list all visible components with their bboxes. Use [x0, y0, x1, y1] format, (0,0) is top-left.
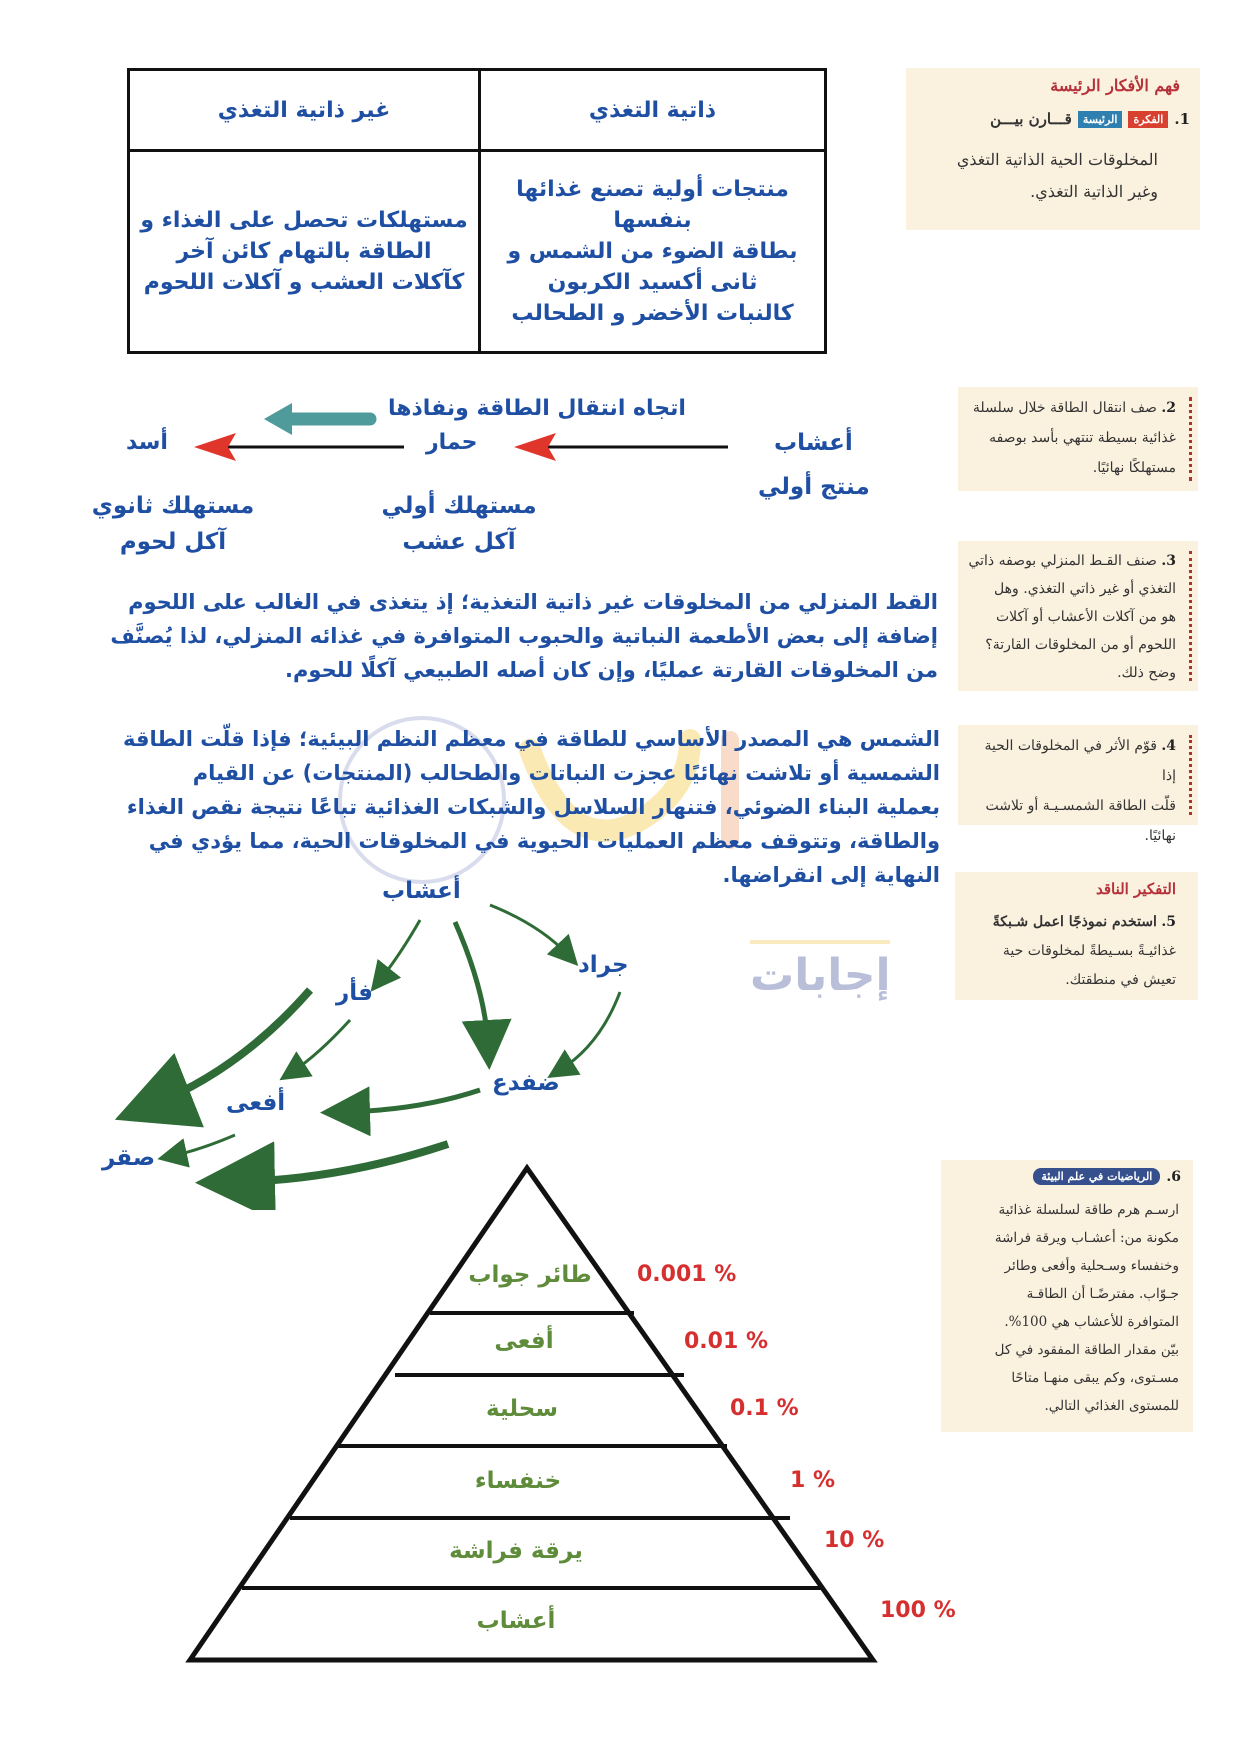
arrow-mouse-to-snake: [292, 1020, 350, 1072]
question-text: مستهلكًا نهائيًا.: [1092, 460, 1176, 476]
arrow-grass-to-mouse: [380, 920, 420, 980]
question-5-box: [955, 872, 1198, 1000]
question-text: ارسـم هرم طاقة لسلسلة غذائية: [998, 1202, 1179, 1218]
question-2-box: [958, 387, 1198, 491]
arrow-grass-to-donkey: [514, 433, 728, 461]
question-text: صف انتقال الطاقة خلال سلسلة: [972, 400, 1157, 416]
chain-donkey: حمار: [426, 430, 478, 455]
answer-3-paragraph: [90, 585, 938, 687]
autotroph-description: [481, 152, 824, 351]
question-4-text: [968, 731, 1176, 851]
chain-lion: أسد: [126, 430, 168, 455]
question-text: وضح ذلك.: [1117, 665, 1176, 681]
chain-lion-role: [88, 488, 258, 560]
question-3-text: [968, 547, 1176, 687]
heterotroph-header: غير ذاتية التغذي: [217, 97, 391, 123]
question-text: وغير الذاتية التغذي.: [1030, 182, 1158, 201]
answer-line: إضافة إلى بعض الأطعمة النباتية والحبوب المتوافرة في غذائه المنزلي، لذا يُصنَّف: [110, 624, 938, 648]
question-text: قلّت الطاقة الشمسـيـة أو تلاشت: [985, 798, 1176, 814]
web-grass: أعشاب: [382, 878, 461, 904]
question-text: التغذي أو غير ذاتي التغذي. وهل: [994, 581, 1176, 597]
question-number: 3.: [1161, 553, 1176, 569]
question-text: مسـتوى، وكم يبقى منهـا متاحًا: [1011, 1370, 1179, 1386]
autotroph-line: ثانى أكسيد الكربون: [547, 270, 758, 295]
section-header: فهم الأفكار الرئيسة: [1050, 76, 1180, 95]
question-number: 6.: [1166, 1168, 1181, 1185]
arrow-mouse-to-hawk: [152, 990, 310, 1105]
question-number: 5.: [1161, 914, 1176, 930]
arrow-frog-to-snake: [345, 1090, 480, 1112]
autotroph-header: ذاتية التغذي: [588, 97, 717, 123]
heterotroph-line: كآكلات العشب و آكلات اللحوم: [143, 270, 465, 295]
dotted-divider: [1189, 397, 1192, 481]
question-text: غذائيـةً بسـيطةً لمخلوقات حية: [1002, 943, 1176, 959]
question-text: قـــارن بيـــن: [990, 110, 1072, 128]
autotroph-line: بطاقة الضوء من الشمس و: [507, 239, 798, 264]
answer-line: بعملية البناء الضوئي، فتنهار السلاسل والشبكات الغذائية تباعًا نتيجة نقص الغذاء: [126, 795, 940, 819]
question-text: قوّم الأثر في المخلوقات الحية إذا: [984, 738, 1176, 784]
question-1-box: [906, 68, 1200, 230]
pyramid-level-percent: 0.001 %: [637, 1262, 737, 1287]
question-text: استخدم نموذجًا اعمل شـبكةً: [992, 914, 1157, 930]
pyramid-level-name: أفعى: [494, 1328, 554, 1354]
question-5-text: [965, 908, 1176, 995]
question-6-box: [941, 1160, 1193, 1432]
question-number: 1.: [1174, 110, 1190, 128]
role-label: آكل لحوم: [119, 529, 227, 555]
answer-4-paragraph: [90, 722, 940, 892]
chain-grass: أعشاب: [774, 430, 853, 456]
web-frog: ضفدع: [492, 1070, 560, 1096]
section-header: التفكير الناقد: [1095, 880, 1176, 898]
autotroph-line: منتجات أولية تصنع غذائها: [516, 177, 789, 202]
badge-main: الرئيسة: [1078, 111, 1123, 128]
heterotroph-line: الطاقة بالتهام كائن آخر: [176, 239, 432, 264]
arrow-grass-to-grasshopper: [490, 905, 568, 955]
question-text: المتوافرة للأعشاب هي 100%.: [1004, 1314, 1179, 1330]
pyramid-level-percent: 1 %: [790, 1468, 836, 1493]
pyramid-level-name: يرقة فراشة: [449, 1538, 583, 1564]
math-ecology-badge: الرياضيات في علم البيئة: [1033, 1168, 1160, 1185]
arrow-grass-to-frog: [455, 922, 488, 1045]
web-snake: أفعى: [226, 1090, 286, 1116]
question-text: جـوّاب. مفترضًـا أن الطاقـة: [1026, 1286, 1179, 1302]
question-text: للمستوى الغذائي التالي.: [1044, 1398, 1179, 1414]
question-text: هو من آكلات الأعشاب أو آكلات: [995, 609, 1176, 625]
autotroph-line: بنفسها: [613, 208, 692, 233]
question-3-box: [958, 541, 1198, 691]
heterotroph-description: [130, 152, 478, 351]
question-text: المخلوقات الحية الذاتية التغذي: [956, 150, 1158, 169]
question-2-text: [968, 393, 1176, 483]
answer-line: القط المنزلي من المخلوقات غير ذاتية التغذية؛ إذ يتغذى في الغالب على اللحوم: [128, 590, 938, 614]
energy-direction-arrow: [264, 403, 370, 435]
question-text: غذائية بسيطة تنتهي بأسد بوصفه: [989, 430, 1176, 446]
question-6-text: [949, 1196, 1179, 1420]
web-hawk: صقر: [102, 1145, 156, 1171]
question-text: تعيش في منطقتك.: [1065, 972, 1176, 988]
pyramid-level-name: سحلية: [486, 1396, 558, 1422]
pyramid-level-percent: 10 %: [824, 1528, 885, 1553]
arrow-grasshopper-to-frog: [560, 992, 620, 1070]
heterotroph-line: مستهلكات تحصل على الغذاء و: [140, 208, 468, 233]
question-text: بيّن مقدار الطاقة المفقود في كل: [994, 1342, 1179, 1358]
dotted-divider: [1189, 735, 1192, 815]
question-number: 4.: [1161, 738, 1176, 754]
web-grasshopper: جراد: [578, 952, 629, 978]
question-1-body: [957, 144, 1158, 208]
answer-line: النهاية إلى انقراضها.: [722, 863, 940, 887]
question-text: نهائيًا.: [1144, 828, 1176, 844]
question-text: وخنفساء وسـحلية وأفعى وطائر: [1004, 1258, 1179, 1274]
pyramid-level-name: طائر جواب: [468, 1262, 592, 1288]
answer-line: والطاقة، وتتوقف معظم العمليات الحيوية في المخلوقات الحية، مما يؤدي في: [148, 829, 940, 853]
question-4-box: [958, 725, 1198, 844]
role-label: مستهلك ثانوي: [91, 493, 255, 519]
question-text: مكونة من: أعشـاب ويرقة فراشة: [994, 1230, 1179, 1246]
chain-donkey-role: [374, 488, 544, 560]
web-mouse: فأر: [336, 980, 373, 1006]
role-label: آكل عشب: [402, 529, 516, 555]
answer-line: من المخلوقات القارتة عمليًا، وإن كان أصله الطبيعي آكلًا للحوم.: [285, 658, 938, 682]
answer-line: الشمسية أو تلاشت نهائيًا عجزت النباتات والطحالب (المنتجات) عن القيام: [192, 761, 940, 785]
pyramid-level-percent: 0.01 %: [684, 1329, 768, 1354]
comparison-table: [127, 68, 827, 354]
autotroph-line: كالنبات الأخضر و الطحالب: [511, 301, 794, 326]
pyramid-level-percent: 0.1 %: [730, 1396, 799, 1421]
watermark-text: إجابات: [750, 950, 891, 1001]
pyramid-level-name: أعشاب: [476, 1608, 556, 1634]
pyramid-level-name: خنفساء: [474, 1468, 562, 1494]
question-text: صنف القـط المنزلي بوصفه ذاتي: [968, 553, 1157, 569]
arrow-donkey-to-lion: [194, 433, 404, 461]
pyramid-level-percent: 100 %: [880, 1598, 956, 1623]
role-label: مستهلك أولي: [381, 493, 537, 519]
energy-direction-label: اتجاه انتقال الطاقة ونفاذها: [388, 396, 686, 421]
question-6-header: [1033, 1168, 1181, 1185]
question-1-first-line: [990, 110, 1190, 128]
chain-grass-role: منتج أولي: [758, 474, 870, 500]
badge-idea: الفكرة: [1128, 111, 1168, 128]
answer-line: الشمس هي المصدر الأساسي للطاقة في معظم النظم البيئية؛ فإذا قلّت الطاقة: [122, 727, 940, 751]
dotted-divider: [1189, 551, 1192, 681]
question-text: اللحوم أو من المخلوقات القارتة؟: [985, 637, 1176, 653]
question-number: 2.: [1161, 400, 1176, 416]
